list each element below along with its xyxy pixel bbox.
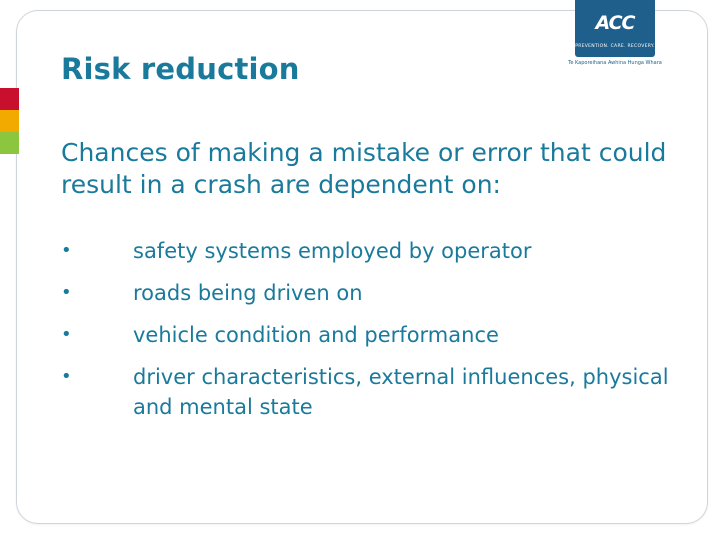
acc-logo-tagline: PREVENTION. CARE. RECOVERY. <box>575 44 655 49</box>
bullet-text: safety systems employed by operator <box>133 239 532 263</box>
acc-logo-box <box>575 0 655 57</box>
color-bar-green <box>0 132 19 154</box>
acc-logo-mark: ACC <box>595 12 635 34</box>
slide-title: Risk reduction <box>61 52 300 86</box>
bullet-item <box>61 278 681 308</box>
intro-text: Chances of making a mistake or error that could result in a crash are dependent on: <box>61 138 667 199</box>
bullet-dot: • <box>61 324 72 345</box>
color-bar <box>0 88 19 154</box>
acc-logo <box>562 0 668 74</box>
bullet-item <box>61 236 681 266</box>
color-bar-amber <box>0 110 19 132</box>
color-bar-red <box>0 88 19 110</box>
bullet-text: driver characteristics, external influences, physical and mental state <box>133 365 669 419</box>
bullet-text: vehicle condition and performance <box>133 323 499 347</box>
bullet-item <box>61 320 681 350</box>
bullet-dot: • <box>61 282 72 303</box>
bullet-item <box>61 362 681 422</box>
acc-logo-maori-name: Te Kaporeihana Awhina Hunga Whara <box>568 60 662 66</box>
bullet-dot: • <box>61 366 72 387</box>
bullet-list <box>61 236 681 422</box>
bullet-text: roads being driven on <box>133 281 363 305</box>
bullet-dot: • <box>61 240 72 261</box>
